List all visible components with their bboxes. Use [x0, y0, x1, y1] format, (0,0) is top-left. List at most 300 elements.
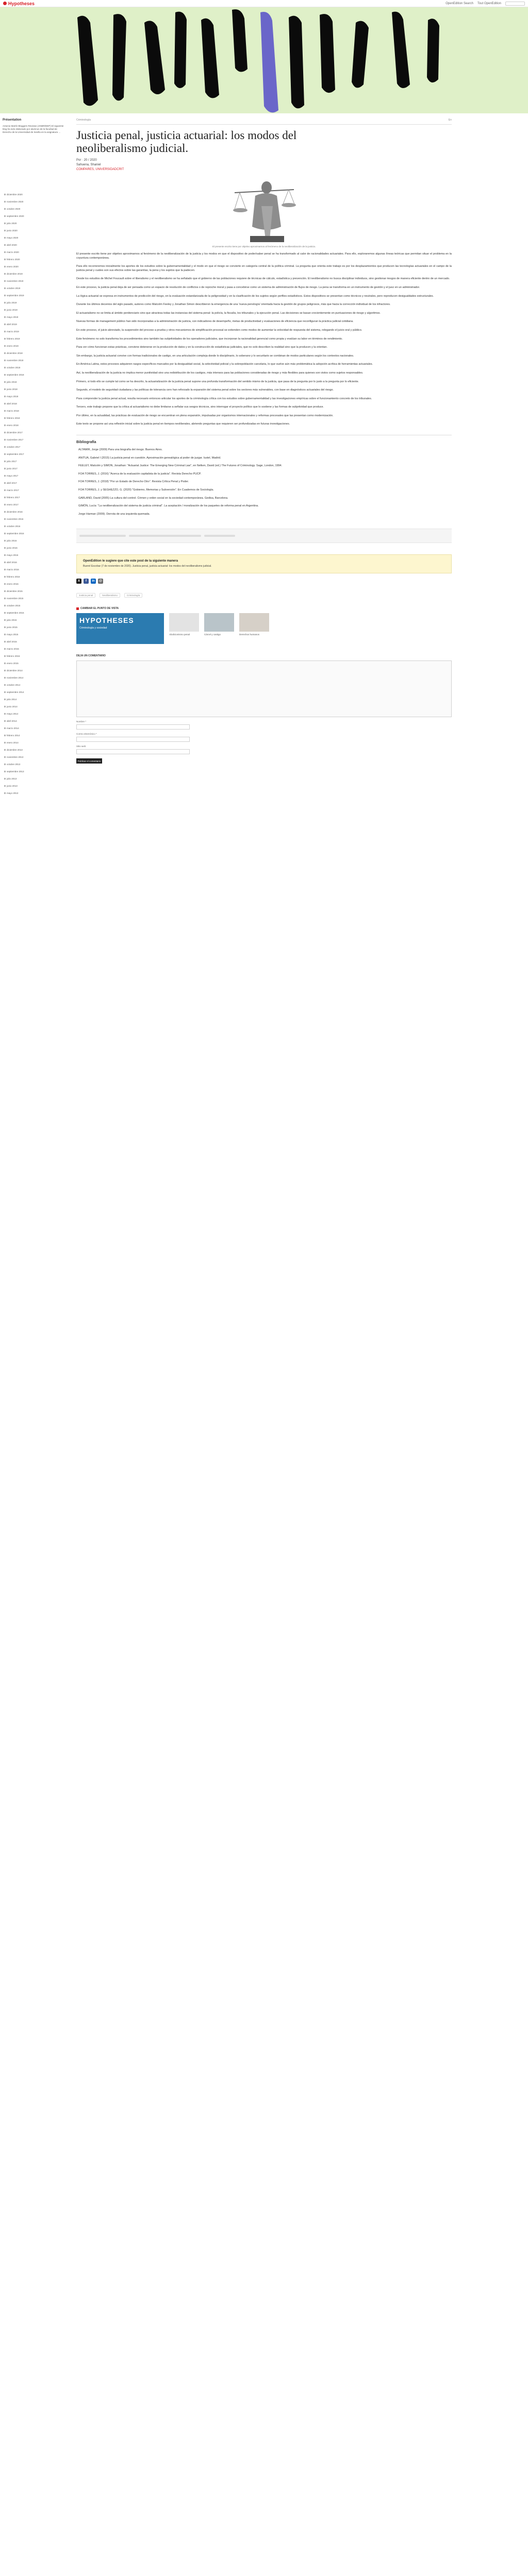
archive-list	[4, 191, 25, 796]
archive-bullet-icon	[4, 756, 6, 758]
archive-bullet-icon	[4, 410, 6, 412]
archive-item[interactable]	[4, 789, 25, 796]
related-marker-icon	[76, 607, 79, 610]
archive-item[interactable]	[4, 501, 25, 508]
archive-label: mayo 2016	[7, 553, 19, 556]
archive-label: octubre 2018	[7, 366, 21, 369]
archive-item[interactable]	[4, 486, 25, 494]
archive-item[interactable]	[4, 760, 25, 768]
archive-label: enero 2015	[7, 662, 19, 665]
archive-item[interactable]	[4, 212, 25, 219]
citation-box	[76, 554, 452, 573]
archive-bullet-icon	[4, 251, 6, 253]
archive-label: diciembre 2019	[7, 272, 23, 275]
archive-item[interactable]	[4, 465, 25, 472]
archive-bullet-icon	[4, 612, 6, 614]
website-label: Sitio web	[76, 745, 86, 748]
archive-label: septiembre 2019	[7, 294, 24, 297]
archive-item[interactable]	[4, 775, 25, 782]
article-authors[interactable]: Sahuena, Shaniel	[76, 163, 101, 166]
archive-label: diciembre 2018	[7, 351, 23, 354]
archive-label: enero 2018	[7, 423, 19, 427]
archive-bullet-icon	[4, 605, 6, 606]
archive-bullet-icon	[4, 396, 6, 397]
archive-bullet-icon	[4, 453, 6, 455]
archive-item[interactable]	[4, 696, 25, 703]
archive-item[interactable]	[4, 205, 25, 212]
archive-label: julio 2016	[7, 539, 17, 542]
bibliography-item: ANITUA, Gabriel I (2015) La justicia penal en cuestión. Aproximación genealógica al poder de juzgar. Iustel, Madrid.	[78, 456, 221, 460]
archive-bullet-icon	[4, 259, 6, 260]
archive-item[interactable]	[4, 191, 25, 198]
archive-label: julio 2015	[7, 618, 17, 621]
archive-bullet-icon	[4, 194, 6, 195]
brand-name: Hypotheses	[8, 1, 35, 6]
related-caption: Abolicionismo penal	[169, 633, 190, 636]
archive-label: abril 2015	[7, 640, 17, 643]
archive-bullet-icon	[4, 691, 6, 693]
related-card[interactable]	[239, 613, 269, 644]
archive-bullet-icon	[4, 331, 6, 332]
archive-label: marzo 2018	[7, 409, 19, 412]
comment-textarea[interactable]	[76, 660, 452, 717]
related-thumbnail	[169, 613, 199, 632]
name-field[interactable]	[76, 724, 190, 730]
archive-item[interactable]	[4, 573, 25, 580]
related-heading-text: CAMBIAR EL PUNTO DE VISTA	[80, 607, 119, 611]
article-meta	[76, 159, 452, 171]
archive-bullet-icon	[4, 201, 6, 202]
archive-bullet-icon	[4, 439, 6, 440]
bibliography-list	[76, 448, 452, 516]
article-paragraph: En este proceso, la justicia penal deja de ser pensada como un espacio de resolución de conflictos o de reproche moral y pasa a concebirse como un sistema de administración de flujos de riesgo. La pena se transforma en un instrumento de gestión y el juez en un administrador.	[76, 285, 420, 289]
name-label: Nombre *	[76, 720, 87, 723]
archive-label: diciembre 2017	[7, 431, 23, 434]
archive-item[interactable]	[4, 746, 25, 753]
archive-bullet-icon	[4, 482, 6, 484]
archive-bullet-icon	[4, 273, 6, 275]
search-input[interactable]	[505, 2, 525, 6]
related-caption: Derechos humanos	[239, 633, 260, 636]
archive-bullet-icon	[4, 626, 6, 628]
tag-item[interactable]: Criminología	[124, 593, 142, 598]
archive-label: septiembre 2014	[7, 690, 24, 693]
archive-item[interactable]	[4, 256, 25, 263]
archive-label: marzo 2020	[7, 250, 19, 253]
archive-bullet-icon	[4, 749, 6, 751]
archive-label: junio 2015	[7, 625, 18, 629]
archive-item[interactable]	[4, 234, 25, 241]
archive-bullet-icon	[4, 576, 6, 578]
article-paragraph: En este proceso, el juicio abreviado, la suspensión del proceso a prueba y otros mecanismos de simplificación procesal se extienden como modos de aumentar la velocidad de respuesta del sistema, relegando el juicio oral y público.	[76, 328, 362, 332]
archive-item[interactable]	[4, 609, 25, 616]
archive-bullet-icon	[4, 641, 6, 642]
x-share-icon[interactable]: X	[76, 579, 81, 584]
article-paragraph: En América Latina, estos procesos adquieren rasgos específicos marcados por la desigualdad social, la selectividad policial y la sobrepoblación carcelaria, lo que vuelve aún más problemática la adopción acrítica de herramientas actuariales.	[76, 363, 373, 366]
archive-item[interactable]	[4, 198, 25, 205]
archive-item[interactable]	[4, 616, 25, 623]
archive-bullet-icon	[4, 324, 6, 325]
sidebar-description: Antonio Martín Bloggers Reviews (ANBR/DEP) El siguiente blog ha sido elaborado por alumnos de la facultad de Derecho de la Universidad de Sevilla en la asignatura ...	[3, 125, 64, 133]
archive-item[interactable]	[4, 508, 25, 515]
archive-bullet-icon	[4, 518, 6, 520]
archive-item[interactable]	[4, 724, 25, 732]
archive-item[interactable]	[4, 219, 25, 227]
archive-bullet-icon	[4, 677, 6, 679]
archive-item[interactable]	[4, 299, 25, 306]
archive-bullet-icon	[4, 655, 6, 657]
archive-item[interactable]	[4, 566, 25, 573]
archive-bullet-icon	[4, 381, 6, 383]
archive-label: noviembre 2017	[7, 438, 24, 441]
archive-bullet-icon	[4, 417, 6, 419]
archive-bullet-icon	[4, 684, 6, 686]
article-paragraph: Para ello recorreremos inicialmente los aportes de los estudios sobre la gubernamentalidad y el modo en que el riesgo se convierte en categoría central de la política criminal. La pregunta que orienta este trabajo es por los desplazamientos que producen las tecnologías actuariales en el campo de la justicia penal y cuáles son sus efectos sobre las garantías, la pena y los sujetos que la padecen.	[76, 265, 452, 272]
bibliography-item: FOA TORRES, J. y SEGHEZZO, G. (2020) "Gobierno, Memorias y Subversión". En Cuadernos de Sociología.	[78, 488, 214, 492]
archive-label: enero 2017	[7, 503, 19, 506]
archive-label: octubre 2014	[7, 683, 21, 686]
bibliography-item: FOA TORRES, J. (2018) "Por un Estado de Derecho Otro". Revista Crítica Penal y Poder.	[78, 480, 189, 484]
bibliography-item: ALTAMIR, Jorge (2009) Para una biografía del riesgo. Buenos Aires.	[78, 448, 163, 452]
article-paragraph: Este fenómeno no solo transforma los procedimientos sino también las subjetividades de los operadores judiciales, que incorporan la racionalidad gerencial como propia y evalúan su labor en términos de rendimiento.	[76, 337, 343, 341]
archive-bullet-icon	[4, 590, 6, 592]
tag-item[interactable]: Justicia penal	[76, 593, 95, 598]
archive-bullet-icon	[4, 634, 6, 635]
archive-label: julio 2014	[7, 698, 17, 701]
website-field[interactable]	[76, 749, 190, 754]
archive-bullet-icon	[4, 735, 6, 736]
article-date: Por · 20 / 2020	[76, 159, 97, 162]
archive-item[interactable]	[4, 768, 25, 775]
archive-bullet-icon	[4, 468, 6, 469]
article-paragraph: Durante los últimos decenios del siglo pasado, autores como Malcolm Feeley y Jonathan Simon describieron la emergencia de una 'nueva penología' orientada hacia la gestión de grupos peligrosos, más que hacia la corrección individual de los infractores.	[76, 303, 391, 307]
archive-label: octubre 2016	[7, 524, 21, 528]
archive-bullet-icon	[4, 461, 6, 462]
justice-statue-image	[219, 175, 309, 244]
article-paragraph: Primero, si todo ello se cumple tal como se ha descrito, la actuarialización de la justicia penal supone una profunda transformación del sentido mismo de la justicia, que pasa de la pregunta por lo justo a la pregunta por lo eficiente.	[76, 380, 359, 383]
archive-bullet-icon	[4, 287, 6, 289]
archive-bullet-icon	[4, 526, 6, 527]
archive-bullet-icon	[4, 360, 6, 361]
archive-label: febrero 2014	[7, 734, 20, 737]
archive-label: octubre 2020	[7, 207, 21, 210]
archive-bullet-icon	[4, 352, 6, 354]
archive-item[interactable]	[4, 306, 25, 313]
archive-bullet-icon	[4, 792, 6, 794]
archive-bullet-icon	[4, 504, 6, 505]
article-paragraph: Así, la neoliberalización de la justicia no implica menor punitividad sino una redistribución de los castigos, más intensos para las poblaciones consideradas de riesgo y más flexibles para quienes son vistos como sujetos responsables.	[76, 371, 364, 375]
archive-item[interactable]	[4, 263, 25, 270]
comment-heading: DEJA UN COMENTARIO	[76, 654, 106, 658]
bibliography-item: FEELEY, Malcolm y SIMON, Jonathan: "Actuarial Justice: The Emerging New Criminal Law", en Nelken, David (ed.) The Futures of Criminology. Sage, London, 1994.	[78, 464, 283, 468]
related-card[interactable]	[204, 613, 234, 644]
archive-item[interactable]	[4, 421, 25, 429]
archive-bullet-icon	[4, 706, 6, 707]
archive-label: noviembre 2018	[7, 359, 24, 362]
archive-label: mayo 2015	[7, 633, 19, 636]
archive-item[interactable]	[4, 623, 25, 631]
archive-bullet-icon	[4, 237, 6, 239]
archive-label: febrero 2018	[7, 416, 20, 419]
archive-item[interactable]	[4, 284, 25, 292]
archive-item[interactable]	[4, 436, 25, 443]
archive-item[interactable]	[4, 580, 25, 587]
archive-bullet-icon	[4, 699, 6, 700]
archive-bullet-icon	[4, 785, 6, 787]
archive-bullet-icon	[4, 208, 6, 210]
site-logo[interactable]	[3, 1, 35, 6]
archive-item[interactable]	[4, 638, 25, 645]
article-paragraph: Este texto se propone así una reflexión inicial sobre la justicia penal en tiempos neoliberales, abriendo preguntas que requieren ser profundizadas en futuras investigaciones.	[76, 422, 290, 426]
archive-bullet-icon	[4, 266, 6, 267]
related-card[interactable]	[169, 613, 199, 644]
archive-item[interactable]	[4, 407, 25, 414]
article-paragraph: El presente escrito tiene por objetivo aproximarnos al fenómeno de la neoliberalización de la justicia y los modos en que el dispositivo de poder/saber penal se ha transformado al calor de racionalidades actuariales. Para ello, exploraremos algunas líneas teóricas que permitan situar el problema en la coyuntura contemporánea.	[76, 252, 452, 260]
archive-item[interactable]	[4, 479, 25, 486]
archive-item[interactable]	[4, 450, 25, 457]
archive-item[interactable]	[4, 270, 25, 277]
article-paragraph: Para comprender la justicia penal actual, resulta necesario entonces articular los aportes de la criminología crítica con los estudios sobre gubernamentalidad y las investigaciones empíricas sobre el funcionamiento concreto de los tribunales.	[76, 397, 372, 400]
related-feature-card[interactable]	[76, 613, 164, 644]
archive-bullet-icon	[4, 727, 6, 729]
archive-label: diciembre 2016	[7, 510, 23, 513]
archive-item[interactable]	[4, 248, 25, 256]
archive-bullet-icon	[4, 778, 6, 779]
archive-item[interactable]	[4, 681, 25, 688]
breadcrumb-category[interactable]: Criminología	[76, 118, 91, 122]
article-category[interactable]: COMPARES, UNIVERSIDADCRIT	[76, 168, 124, 171]
email-field[interactable]	[76, 737, 190, 742]
archive-label: marzo 2017	[7, 488, 19, 492]
archive-bullet-icon	[4, 489, 6, 491]
share-buttons	[76, 579, 452, 584]
archive-bullet-icon	[4, 547, 6, 549]
archive-item[interactable]	[4, 530, 25, 537]
archive-item[interactable]	[4, 429, 25, 436]
archive-bullet-icon	[4, 619, 6, 621]
archive-item[interactable]	[4, 645, 25, 652]
email-label: Correo electrónico *	[76, 733, 97, 736]
archive-item[interactable]	[4, 414, 25, 421]
archive-bullet-icon	[4, 771, 6, 772]
archive-bullet-icon	[4, 309, 6, 311]
archive-label: mayo 2019	[7, 315, 19, 318]
archive-label: mayo 2013	[7, 791, 19, 794]
tag-item[interactable]: Neoliberalismo	[100, 593, 120, 598]
top-bar	[0, 0, 528, 7]
archive-item[interactable]	[4, 688, 25, 696]
sidebar-heading: Présentation	[3, 118, 22, 122]
archive-bullet-icon	[4, 540, 6, 541]
bibliography-item: Jorge Harman (2009). Derrota de una izquierda quemada.	[78, 512, 151, 516]
nav-item-search[interactable]: OpenEdition Search	[446, 2, 473, 5]
archive-bullet-icon	[4, 648, 6, 650]
archive-label: mayo 2014	[7, 712, 19, 715]
archive-label: abril 2016	[7, 561, 17, 564]
archive-item[interactable]	[4, 602, 25, 609]
archive-item[interactable]	[4, 378, 25, 385]
related-posts	[76, 613, 452, 644]
archive-item[interactable]	[4, 652, 25, 659]
related-caption: Cárcel y castigo	[204, 633, 221, 636]
submit-comment-button[interactable]: Publicar el comentario	[76, 758, 102, 764]
article-paragraph: Para ver cómo funcionan estas prácticas, conviene detenerse en la producción de datos y en la construcción de estadísticas judiciales, que no solo describen la realidad sino que la producen y la orientan.	[76, 346, 327, 349]
archive-item[interactable]	[4, 667, 25, 674]
archive-item[interactable]	[4, 515, 25, 522]
archive-item[interactable]	[4, 364, 25, 371]
archive-item[interactable]	[4, 494, 25, 501]
archive-item[interactable]	[4, 342, 25, 349]
archive-item[interactable]	[4, 631, 25, 638]
archive-label: marzo 2015	[7, 647, 19, 650]
archive-bullet-icon	[4, 432, 6, 433]
archive-label: octubre 2013	[7, 762, 21, 766]
archive-item[interactable]	[4, 227, 25, 234]
archive-bullet-icon	[4, 670, 6, 671]
archive-item[interactable]	[4, 544, 25, 551]
archive-bullet-icon	[4, 742, 6, 743]
breadcrumb	[76, 118, 452, 125]
related-feature-sub: Criminología y sociedad	[79, 626, 107, 630]
archive-item[interactable]	[4, 313, 25, 320]
archive-bullet-icon	[4, 425, 6, 426]
archive-bullet-icon	[4, 302, 6, 303]
related-heading	[76, 607, 452, 610]
archive-item[interactable]	[4, 551, 25, 558]
article-body	[76, 252, 452, 427]
archive-item[interactable]	[4, 659, 25, 667]
related-thumbnail	[239, 613, 269, 632]
archive-item[interactable]	[4, 472, 25, 479]
archive-item[interactable]	[4, 558, 25, 566]
archive-bullet-icon	[4, 562, 6, 563]
archive-label: mayo 2020	[7, 236, 19, 239]
archive-label: octubre 2019	[7, 286, 21, 290]
archive-item[interactable]	[4, 739, 25, 746]
archive-bullet-icon	[4, 244, 6, 246]
bibliography-item: FOA TORRES, J. (2016) "Acerca de la evaluación capitalista de la justicia". Revista Derecho PUCP.	[78, 472, 202, 476]
archive-label: diciembre 2013	[7, 748, 23, 751]
archive-item[interactable]	[4, 595, 25, 602]
archive-label: junio 2013	[7, 784, 18, 787]
archive-item[interactable]	[4, 674, 25, 681]
archive-bullet-icon	[4, 215, 6, 217]
archive-item[interactable]	[4, 320, 25, 328]
archive-item[interactable]	[4, 717, 25, 724]
archive-label: diciembre 2014	[7, 669, 23, 672]
archive-item[interactable]	[4, 277, 25, 284]
nav-item-all[interactable]: Tout OpenEdition	[477, 2, 501, 5]
archive-label: septiembre 2013	[7, 770, 24, 773]
archive-label: septiembre 2016	[7, 532, 24, 535]
archive-label: marzo 2019	[7, 330, 19, 333]
archive-label: noviembre 2019	[7, 279, 24, 282]
article-paragraph: Nuevas formas de management público han sido incorporadas a la administración de justicia, con indicadores de desempeño, metas de productividad y evaluaciones de eficiencia que reconfiguran la práctica judicial cotidiana.	[76, 320, 354, 324]
sidebar	[0, 118, 64, 134]
bibliography-heading: Bibliografía	[76, 440, 96, 445]
archive-item[interactable]	[4, 457, 25, 465]
archive-item[interactable]	[4, 241, 25, 248]
archive-label: julio 2019	[7, 301, 17, 304]
hero-banner	[0, 7, 528, 113]
related-thumbnail	[204, 613, 234, 632]
archive-label: mayo 2018	[7, 395, 19, 398]
article-paragraph: Desde los estudios de Michel Foucault sobre el liberalismo y el neoliberalismo se ha señalado que el gobierno de las poblaciones requiere de técnicas de cálculo, estadística y prevención. El neoliberalismo no busca disciplinar individuos, sino gestionar riesgos de manera eficiente dentro de un mercado.	[76, 277, 450, 281]
archive-item[interactable]	[4, 349, 25, 357]
archive-bullet-icon	[4, 338, 6, 340]
archive-label: octubre 2015	[7, 604, 21, 607]
archive-bullet-icon	[4, 533, 6, 534]
archive-bullet-icon	[4, 511, 6, 513]
tags-row	[76, 593, 452, 598]
archive-label: abril 2017	[7, 481, 17, 484]
archive-bullet-icon	[4, 388, 6, 390]
archive-label: noviembre 2014	[7, 676, 24, 679]
archive-bullet-icon	[4, 598, 6, 599]
article	[76, 118, 452, 764]
archive-item[interactable]	[4, 753, 25, 760]
archive-label: septiembre 2017	[7, 452, 24, 455]
archive-item[interactable]	[4, 443, 25, 450]
archive-label: junio 2018	[7, 387, 18, 391]
archive-label: diciembre 2015	[7, 589, 23, 592]
archive-label: septiembre 2015	[7, 611, 24, 614]
archive-label: diciembre 2020	[7, 193, 23, 196]
archive-item[interactable]	[4, 587, 25, 595]
archive-label: junio 2020	[7, 229, 18, 232]
article-paragraph: Tercero, este trabajo propone que la crítica al actuarialismo no debe limitarse a señalar sus sesgos técnicos, sino interrogar el proyecto político que lo sostiene y las formas de subjetividad que produce.	[76, 405, 324, 409]
archive-item[interactable]	[4, 522, 25, 530]
facebook-share-icon[interactable]: f	[84, 579, 89, 584]
archive-label: julio 2017	[7, 460, 17, 463]
linkedin-share-icon[interactable]: in	[91, 579, 96, 584]
archive-label: enero 2016	[7, 582, 19, 585]
archive-item[interactable]	[4, 400, 25, 407]
archive-item[interactable]	[4, 782, 25, 789]
archive-label: septiembre 2018	[7, 373, 24, 376]
archive-label: enero 2014	[7, 741, 19, 744]
bibliography-item: GIMÓN, Lucía: "La neoliberalización del sistema de justicia criminal". La aceptación / moralización de los paquetes de reforma penal en Argentina.	[78, 504, 259, 508]
archive-item[interactable]	[4, 328, 25, 335]
hero-illustration	[0, 7, 528, 113]
archive-item[interactable]	[4, 710, 25, 717]
archive-item[interactable]	[4, 703, 25, 710]
archive-bullet-icon	[4, 554, 6, 556]
article-paragraph: El actuarialismo no se limita al ámbito penitenciario sino que atraviesa todas las instancias del sistema penal: la policía, la fiscalía, los tribunales y la ejecución penal. Las decisiones se basan crecientemente en puntuaciones de riesgo y algoritmos.	[76, 311, 381, 315]
notes-band	[76, 529, 452, 543]
archive-label: noviembre 2013	[7, 755, 24, 758]
archive-bullet-icon	[4, 230, 6, 231]
email-share-icon[interactable]: @	[98, 579, 103, 584]
archive-item[interactable]	[4, 537, 25, 544]
archive-item[interactable]	[4, 292, 25, 299]
archive-label: noviembre 2016	[7, 517, 24, 520]
archive-bullet-icon	[4, 446, 6, 448]
archive-item[interactable]	[4, 385, 25, 393]
archive-item[interactable]	[4, 393, 25, 400]
archive-item[interactable]	[4, 357, 25, 364]
archive-bullet-icon	[4, 367, 6, 368]
archive-item[interactable]	[4, 732, 25, 739]
language-switch[interactable]: En	[448, 118, 452, 122]
archive-item[interactable]	[4, 371, 25, 378]
archive-label: febrero 2017	[7, 496, 20, 499]
archive-label: junio 2016	[7, 546, 18, 549]
archive-item[interactable]	[4, 335, 25, 342]
archive-bullet-icon	[4, 403, 6, 404]
archive-bullet-icon	[4, 713, 6, 715]
archive-label: abril 2014	[7, 719, 17, 722]
